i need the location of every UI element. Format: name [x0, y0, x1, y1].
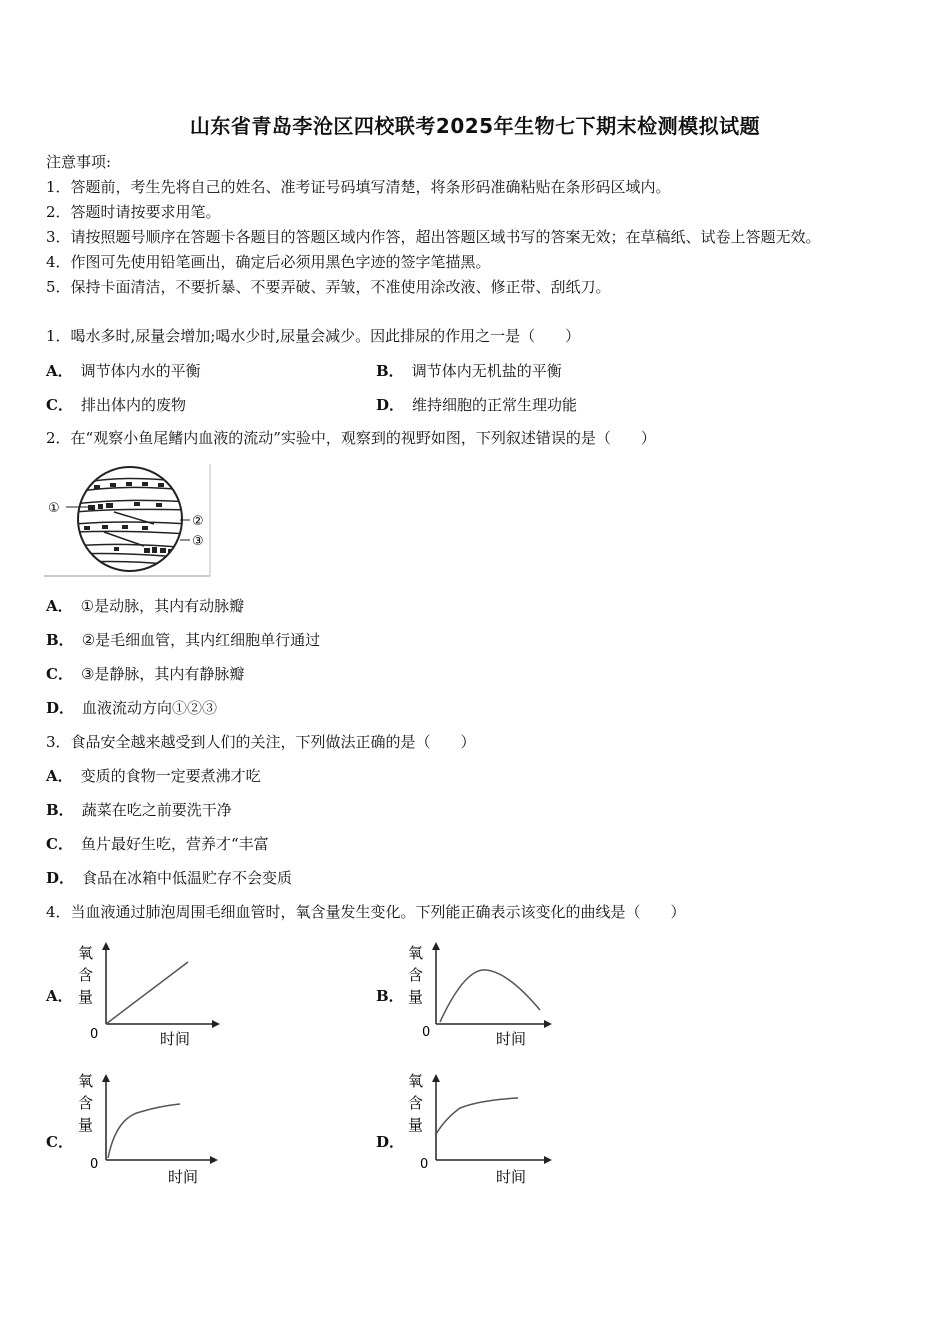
origin-label: 0	[90, 1157, 99, 1172]
figure-label-3: ③	[192, 534, 204, 549]
option-b	[376, 361, 562, 381]
y-label-char: 含	[78, 1094, 94, 1112]
option-letter: D．	[376, 396, 405, 414]
y-label-char: 含	[408, 1094, 424, 1112]
curve-rise-fall	[440, 970, 540, 1022]
option-letter: C．	[46, 665, 73, 683]
figure-label-2: ②	[192, 514, 204, 529]
graph-c	[70, 1068, 230, 1190]
y-label-char: 含	[408, 966, 424, 984]
y-label-char: 量	[408, 988, 424, 1006]
x-axis-label: 时间	[496, 1030, 527, 1048]
option-d	[46, 698, 217, 718]
option-text: ①是动脉，其内有动脉瓣	[80, 597, 245, 615]
origin-label: 0	[422, 1025, 431, 1040]
graph-a	[70, 940, 230, 1052]
option-letter: C．	[46, 396, 73, 414]
option-letter: A．	[46, 767, 73, 785]
question-stem: 3．食品安全越来越受到人们的关注，下列做法正确的是（ ）	[46, 733, 476, 751]
y-label-char: 氧	[78, 944, 94, 962]
notice-item: 4．作图可先使用铅笔画出，确定后必须用黑色字迹的签字笔描黑。	[46, 253, 491, 271]
question-stem: 1．喝水多时,尿量会增加;喝水少时,尿量会减少。因此排尿的作用之一是（ ）	[46, 327, 581, 345]
option-d	[376, 395, 577, 415]
option-letter: C．	[46, 835, 73, 853]
graph-letter-a: A．	[46, 987, 73, 1005]
option-text: 调节体内水的平衡	[80, 362, 201, 380]
option-a	[46, 766, 261, 786]
x-axis-label: 时间	[496, 1168, 527, 1186]
origin-label: 0	[90, 1027, 99, 1042]
question-stem: 4．当血液通过肺泡周围毛细血管时，氧含量发生变化。下列能正确表示该变化的曲线是（ ）	[46, 903, 686, 921]
graph-letter-c: C．	[46, 1133, 73, 1151]
y-label-char: 氧	[408, 944, 424, 962]
option-letter: A．	[46, 597, 73, 615]
notice-item: 1．答题前，考生先将自己的姓名、准考证号码填写清楚，将条形码准确粘贴在条形码区域内。	[46, 178, 671, 196]
option-b	[46, 630, 320, 650]
option-text: 变质的食物一定要煮沸才吃	[80, 767, 261, 785]
option-text: 排出体内的废物	[80, 396, 186, 414]
notice-item: 5．保持卡面清洁，不要折暴、不要弄破、弄皱，不准使用涂改液、修正带、刮纸刀。	[46, 278, 611, 296]
notice-heading: 注意事项:	[46, 153, 112, 171]
option-text: 蔬菜在吃之前要洗干净	[81, 801, 232, 819]
fish-tail-blood-flow-figure	[44, 462, 214, 578]
notice-item: 2．答题时请按要求用笔。	[46, 203, 221, 221]
x-axis-label: 时间	[168, 1168, 199, 1186]
option-text: 血液流动方向①②③	[82, 699, 218, 717]
option-text: 调节体内无机盐的平衡	[411, 362, 562, 380]
y-label-char: 量	[78, 1116, 94, 1134]
option-letter: B．	[46, 801, 74, 819]
graph-letter-d: D．	[376, 1133, 405, 1151]
graph-b	[400, 940, 560, 1052]
option-c	[46, 834, 269, 854]
notice-item: 3．请按照题号顺序在答题卡各题目的答题区域内作答，超出答题区域书写的答案无效；在草稿纸、试卷上答题无效。	[46, 228, 821, 246]
x-axis-label: 时间	[160, 1030, 191, 1048]
origin-label: 0	[420, 1157, 429, 1172]
option-c	[46, 664, 244, 684]
option-d	[46, 868, 292, 888]
graph-d	[400, 1068, 560, 1190]
option-text: 鱼片最好生吃，营养才“丰富	[80, 835, 269, 853]
option-text: 食品在冰箱中低温贮存不会变质	[82, 869, 293, 887]
option-letter: D．	[46, 869, 75, 887]
curve-linear	[106, 962, 188, 1024]
y-label-char: 含	[78, 966, 94, 984]
option-text: 维持细胞的正常生理功能	[412, 396, 578, 414]
curve-rapid-saturation	[108, 1104, 180, 1158]
option-b	[46, 800, 232, 820]
question-stem: 2．在“观察小鱼尾鳍内血液的流动”实验中，观察到的视野如图，下列叙述错误的是（ ）	[46, 429, 656, 447]
curve-offset-saturation	[436, 1098, 518, 1134]
option-text: ②是毛细血管，其内红细胞单行通过	[81, 631, 321, 649]
graph-letter-b: B．	[376, 987, 404, 1005]
figure-label-1: ①	[48, 501, 60, 516]
option-a	[46, 596, 244, 616]
page-title: 山东省青岛李沧区四校联考2025年生物七下期末检测模拟试题	[189, 114, 761, 138]
option-c	[46, 395, 186, 415]
option-letter: A．	[46, 362, 73, 380]
option-letter: B．	[376, 362, 404, 380]
option-text: ③是静脉，其内有静脉瓣	[80, 665, 245, 683]
option-letter: B．	[46, 631, 74, 649]
y-label-char: 量	[78, 988, 94, 1006]
option-a	[46, 361, 201, 381]
y-label-char: 氧	[78, 1072, 94, 1090]
y-label-char: 氧	[408, 1072, 424, 1090]
y-label-char: 量	[408, 1116, 424, 1134]
option-letter: D．	[46, 699, 75, 717]
